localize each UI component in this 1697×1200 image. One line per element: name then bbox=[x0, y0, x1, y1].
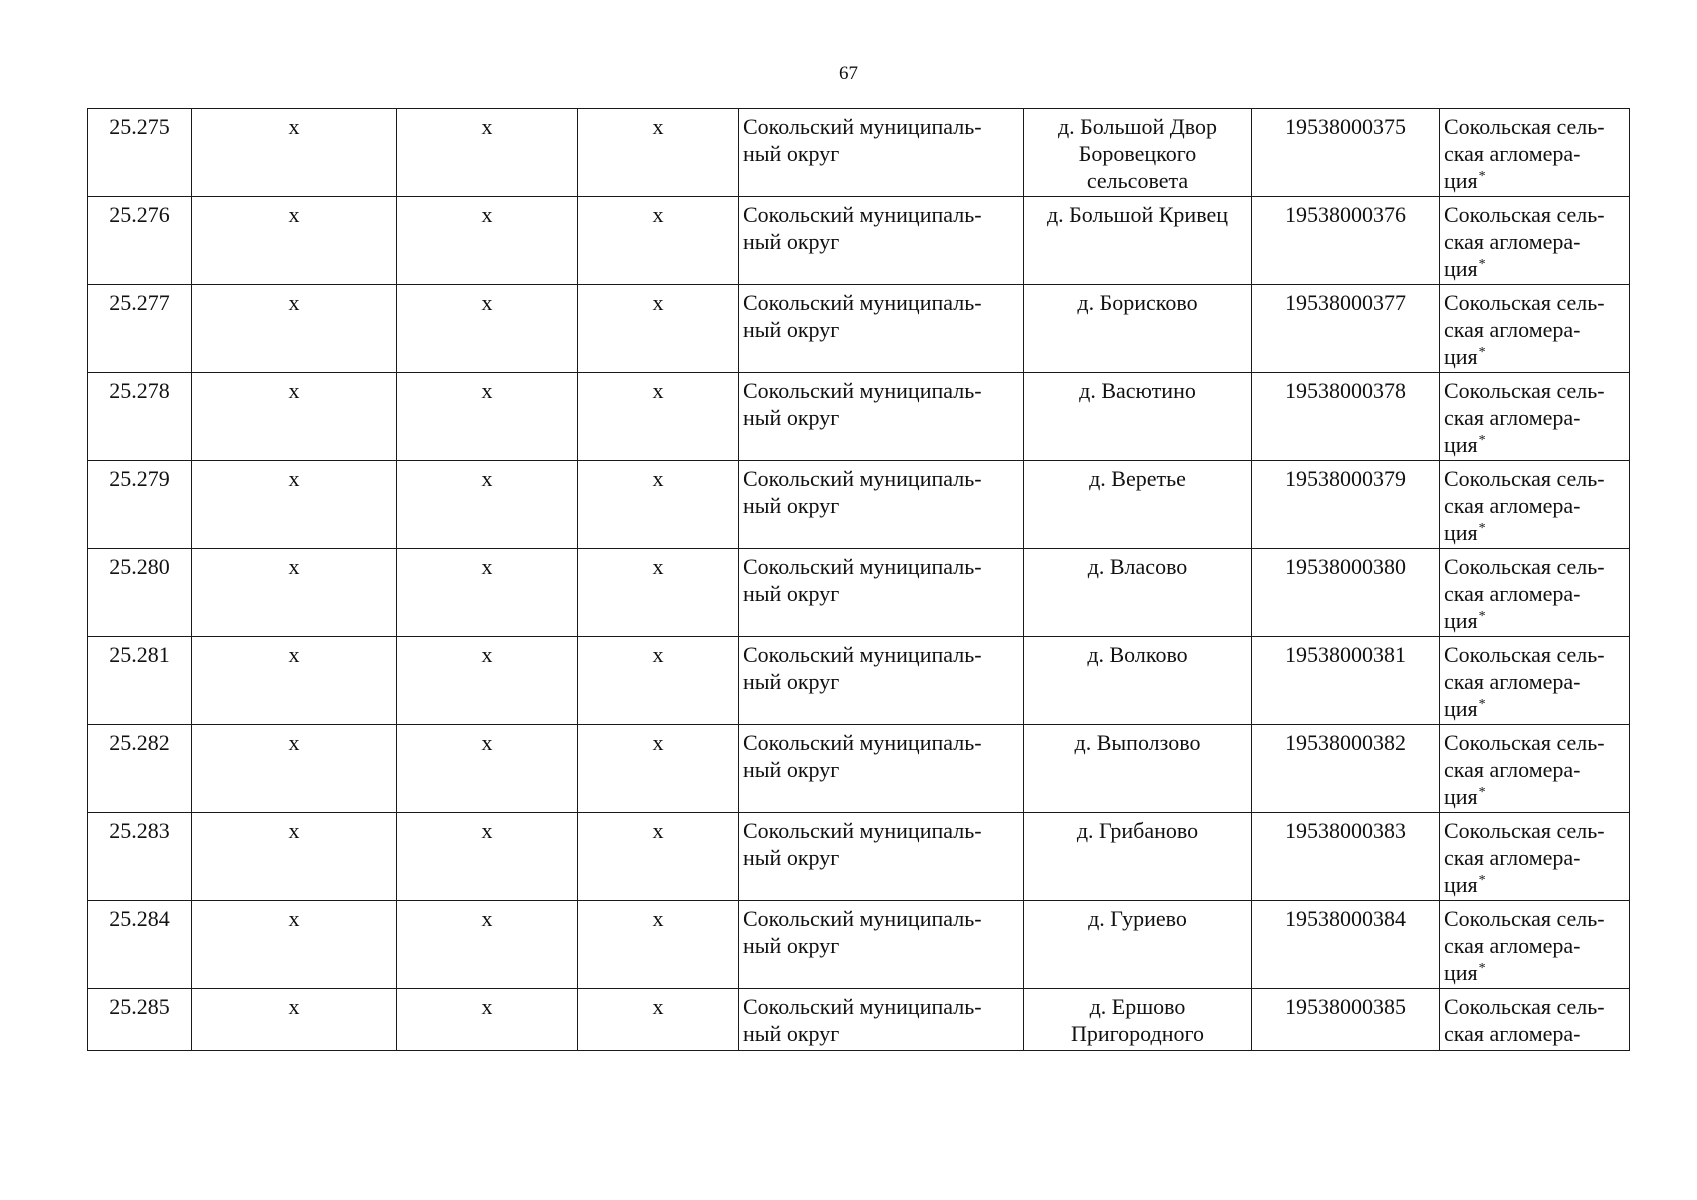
row-x-cell bbox=[397, 197, 578, 285]
row-oktmo-cell bbox=[1252, 197, 1440, 285]
row-x-cell-text: x bbox=[652, 818, 664, 843]
row-x-cell-text: x bbox=[652, 290, 664, 315]
row-oktmo-cell bbox=[1252, 461, 1440, 549]
row-code-cell-text: 25.275 bbox=[109, 114, 170, 139]
row-agglomeration-text: Сокольская сель- ская агломера- ция bbox=[1444, 378, 1605, 457]
row-code-cell bbox=[88, 549, 192, 637]
row-place-cell bbox=[1024, 813, 1252, 901]
row-x-cell bbox=[192, 813, 397, 901]
row-agglomeration-cell bbox=[1440, 285, 1630, 373]
row-oktmo-cell-text: 19538000383 bbox=[1285, 818, 1406, 843]
row-code-cell-text: 25.276 bbox=[109, 202, 170, 227]
row-code-cell-text: 25.285 bbox=[109, 994, 170, 1019]
row-x-cell-text: x bbox=[481, 378, 493, 403]
row-agglomeration-cell bbox=[1440, 725, 1630, 813]
row-place-cell-text: д. Васютино bbox=[1079, 378, 1196, 403]
row-x-cell-text: x bbox=[288, 202, 300, 227]
footnote-mark: * bbox=[1478, 608, 1486, 624]
row-x-cell bbox=[578, 989, 739, 1051]
row-okrug-cell-text: Сокольский муниципаль- ный округ bbox=[743, 114, 982, 166]
footnote-mark: * bbox=[1478, 256, 1486, 272]
row-place-cell-text: д. Большой Кривец bbox=[1046, 202, 1228, 227]
row-x-cell bbox=[578, 285, 739, 373]
row-x-cell-text: x bbox=[288, 642, 300, 667]
footnote-mark: * bbox=[1478, 784, 1486, 800]
row-x-cell-text: x bbox=[481, 202, 493, 227]
row-agglomeration-cell bbox=[1440, 373, 1630, 461]
row-x-cell-text: x bbox=[288, 290, 300, 315]
row-x-cell-text: x bbox=[652, 906, 664, 931]
row-okrug-cell bbox=[739, 461, 1024, 549]
row-place-cell-text: д. Большой Двор Боровецкого сельсовета bbox=[1057, 114, 1217, 193]
row-place-cell-text: д. Власово bbox=[1087, 554, 1188, 579]
row-x-cell-text: x bbox=[481, 642, 493, 667]
row-okrug-cell-text: Сокольский муниципаль- ный округ bbox=[743, 642, 982, 694]
footnote-mark: * bbox=[1478, 432, 1486, 448]
row-x-cell-text: x bbox=[288, 730, 300, 755]
table-row bbox=[88, 285, 1630, 373]
row-okrug-cell bbox=[739, 813, 1024, 901]
row-agglomeration-cell bbox=[1440, 197, 1630, 285]
table-body bbox=[88, 109, 1630, 1051]
row-x-cell-text: x bbox=[481, 114, 493, 139]
row-agglomeration-text: Сокольская сель- ская агломера- ция bbox=[1444, 818, 1605, 897]
row-code-cell bbox=[88, 197, 192, 285]
row-oktmo-cell-text: 19538000378 bbox=[1285, 378, 1406, 403]
row-place-cell bbox=[1024, 901, 1252, 989]
page-number: 67 bbox=[839, 63, 858, 84]
row-place-cell bbox=[1024, 725, 1252, 813]
row-x-cell bbox=[397, 813, 578, 901]
row-x-cell bbox=[397, 285, 578, 373]
row-okrug-cell-text: Сокольский муниципаль- ный округ bbox=[743, 290, 982, 342]
row-place-cell-text: д. Веретье bbox=[1089, 466, 1186, 491]
row-oktmo-cell-text: 19538000385 bbox=[1285, 994, 1406, 1019]
row-agglomeration-text: Сокольская сель- ская агломера- ция bbox=[1444, 554, 1605, 633]
table-row bbox=[88, 373, 1630, 461]
row-oktmo-cell-text: 19538000380 bbox=[1285, 554, 1406, 579]
row-okrug-cell-text: Сокольский муниципаль- ный округ bbox=[743, 994, 982, 1046]
row-okrug-cell-text: Сокольский муниципаль- ный округ bbox=[743, 730, 982, 782]
row-x-cell-text: x bbox=[288, 818, 300, 843]
row-x-cell bbox=[192, 109, 397, 197]
row-oktmo-cell bbox=[1252, 637, 1440, 725]
row-code-cell-text: 25.279 bbox=[109, 466, 170, 491]
row-oktmo-cell-text: 19538000379 bbox=[1285, 466, 1406, 491]
row-agglomeration-text: Сокольская сель- ская агломера- ция bbox=[1444, 202, 1605, 281]
row-x-cell bbox=[578, 901, 739, 989]
row-x-cell bbox=[578, 725, 739, 813]
table-row bbox=[88, 549, 1630, 637]
row-x-cell bbox=[578, 813, 739, 901]
row-place-cell-text: д. Грибаново bbox=[1076, 818, 1199, 843]
table-row bbox=[88, 725, 1630, 813]
row-x-cell-text: x bbox=[481, 290, 493, 315]
row-agglomeration-cell bbox=[1440, 109, 1630, 197]
row-x-cell bbox=[578, 197, 739, 285]
row-x-cell-text: x bbox=[288, 994, 300, 1019]
row-x-cell bbox=[192, 725, 397, 813]
row-place-cell bbox=[1024, 549, 1252, 637]
row-x-cell bbox=[192, 197, 397, 285]
row-okrug-cell-text: Сокольский муниципаль- ный округ bbox=[743, 818, 982, 870]
row-oktmo-cell bbox=[1252, 901, 1440, 989]
table-row bbox=[88, 901, 1630, 989]
row-oktmo-cell-text: 19538000384 bbox=[1285, 906, 1406, 931]
row-okrug-cell-text: Сокольский муниципаль- ный округ bbox=[743, 466, 982, 518]
row-code-cell bbox=[88, 725, 192, 813]
row-agglomeration-text: Сокольская сель- ская агломера- ция bbox=[1444, 114, 1605, 193]
row-x-cell-text: x bbox=[652, 554, 664, 579]
row-oktmo-cell bbox=[1252, 549, 1440, 637]
row-x-cell-text: x bbox=[481, 466, 493, 491]
footnote-mark: * bbox=[1478, 872, 1486, 888]
row-okrug-cell-text: Сокольский муниципаль- ный округ bbox=[743, 202, 982, 254]
row-oktmo-cell bbox=[1252, 989, 1440, 1051]
row-x-cell-text: x bbox=[288, 906, 300, 931]
row-agglomeration-cell bbox=[1440, 637, 1630, 725]
row-okrug-cell bbox=[739, 549, 1024, 637]
row-x-cell-text: x bbox=[652, 994, 664, 1019]
row-place-cell bbox=[1024, 461, 1252, 549]
row-place-cell bbox=[1024, 373, 1252, 461]
row-x-cell bbox=[192, 285, 397, 373]
row-place-cell-text: д. Борисково bbox=[1077, 290, 1198, 315]
row-place-cell bbox=[1024, 989, 1252, 1051]
row-x-cell-text: x bbox=[481, 818, 493, 843]
row-code-cell-text: 25.278 bbox=[109, 378, 170, 403]
row-place-cell-text: д. Ершово Пригородного bbox=[1071, 994, 1204, 1046]
table-row bbox=[88, 989, 1630, 1051]
row-oktmo-cell-text: 19538000376 bbox=[1285, 202, 1406, 227]
row-oktmo-cell-text: 19538000382 bbox=[1285, 730, 1406, 755]
row-code-cell bbox=[88, 373, 192, 461]
row-place-cell-text: д. Выползово bbox=[1074, 730, 1201, 755]
footnote-mark: * bbox=[1478, 960, 1486, 976]
row-oktmo-cell bbox=[1252, 285, 1440, 373]
row-x-cell bbox=[397, 549, 578, 637]
row-okrug-cell-text: Сокольский муниципаль- ный округ bbox=[743, 906, 982, 958]
table-row bbox=[88, 109, 1630, 197]
table-row bbox=[88, 197, 1630, 285]
row-x-cell-text: x bbox=[652, 466, 664, 491]
row-okrug-cell bbox=[739, 725, 1024, 813]
row-x-cell-text: x bbox=[481, 994, 493, 1019]
table-row bbox=[88, 637, 1630, 725]
registry-table bbox=[87, 108, 1630, 1051]
footnote-mark: * bbox=[1478, 696, 1486, 712]
row-code-cell bbox=[88, 109, 192, 197]
row-x-cell bbox=[397, 637, 578, 725]
row-okrug-cell-text: Сокольский муниципаль- ный округ bbox=[743, 378, 982, 430]
row-agglomeration-cell bbox=[1440, 461, 1630, 549]
row-x-cell bbox=[578, 637, 739, 725]
row-place-cell bbox=[1024, 637, 1252, 725]
row-x-cell bbox=[578, 109, 739, 197]
row-oktmo-cell-text: 19538000381 bbox=[1285, 642, 1406, 667]
row-x-cell bbox=[192, 549, 397, 637]
row-oktmo-cell-text: 19538000377 bbox=[1285, 290, 1406, 315]
row-place-cell bbox=[1024, 197, 1252, 285]
row-agglomeration-cell bbox=[1440, 813, 1630, 901]
row-x-cell-text: x bbox=[288, 114, 300, 139]
row-x-cell bbox=[192, 901, 397, 989]
row-agglomeration-text: Сокольская сель- ская агломера- ция bbox=[1444, 730, 1605, 809]
row-code-cell-text: 25.277 bbox=[109, 290, 170, 315]
table-row bbox=[88, 461, 1630, 549]
row-place-cell-text: д. Волково bbox=[1087, 642, 1188, 667]
row-code-cell-text: 25.282 bbox=[109, 730, 170, 755]
row-x-cell-text: x bbox=[481, 906, 493, 931]
row-oktmo-cell bbox=[1252, 725, 1440, 813]
row-code-cell-text: 25.283 bbox=[109, 818, 170, 843]
row-x-cell-text: x bbox=[652, 202, 664, 227]
row-place-cell-text: д. Гуриево bbox=[1088, 906, 1187, 931]
row-x-cell-text: x bbox=[288, 378, 300, 403]
row-x-cell bbox=[397, 109, 578, 197]
row-agglomeration-text: Сокольская сель- ская агломера- ция bbox=[1444, 290, 1605, 369]
row-x-cell bbox=[192, 461, 397, 549]
row-okrug-cell bbox=[739, 989, 1024, 1051]
row-x-cell bbox=[192, 989, 397, 1051]
row-agglomeration-cell bbox=[1440, 989, 1630, 1051]
row-agglomeration-text: Сокольская сель- ская агломера- ция bbox=[1444, 466, 1605, 545]
row-code-cell bbox=[88, 813, 192, 901]
row-oktmo-cell-text: 19538000375 bbox=[1285, 114, 1406, 139]
row-code-cell bbox=[88, 901, 192, 989]
row-code-cell-text: 25.280 bbox=[109, 554, 170, 579]
row-x-cell-text: x bbox=[652, 378, 664, 403]
row-oktmo-cell bbox=[1252, 813, 1440, 901]
row-agglomeration-text: Сокольская сель- ская агломера- ция bbox=[1444, 642, 1605, 721]
footnote-mark: * bbox=[1478, 168, 1486, 184]
row-x-cell-text: x bbox=[652, 114, 664, 139]
row-x-cell-text: x bbox=[481, 730, 493, 755]
row-place-cell bbox=[1024, 109, 1252, 197]
row-okrug-cell bbox=[739, 285, 1024, 373]
row-agglomeration-text: Сокольская сель- ская агломера- ция bbox=[1444, 906, 1605, 985]
row-x-cell bbox=[397, 373, 578, 461]
row-x-cell-text: x bbox=[652, 730, 664, 755]
row-code-cell bbox=[88, 285, 192, 373]
footnote-mark: * bbox=[1478, 344, 1486, 360]
row-x-cell-text: x bbox=[288, 466, 300, 491]
row-code-cell bbox=[88, 461, 192, 549]
row-okrug-cell bbox=[739, 901, 1024, 989]
row-code-cell-text: 25.281 bbox=[109, 642, 170, 667]
row-code-cell bbox=[88, 989, 192, 1051]
row-okrug-cell-text: Сокольский муниципаль- ный округ bbox=[743, 554, 982, 606]
row-x-cell-text: x bbox=[481, 554, 493, 579]
row-x-cell bbox=[578, 461, 739, 549]
row-agglomeration-cell bbox=[1440, 901, 1630, 989]
row-okrug-cell bbox=[739, 109, 1024, 197]
row-x-cell bbox=[397, 725, 578, 813]
footnote-mark: * bbox=[1478, 520, 1486, 536]
row-okrug-cell bbox=[739, 373, 1024, 461]
row-okrug-cell bbox=[739, 637, 1024, 725]
row-oktmo-cell bbox=[1252, 373, 1440, 461]
row-agglomeration-cell bbox=[1440, 549, 1630, 637]
row-place-cell bbox=[1024, 285, 1252, 373]
row-x-cell bbox=[578, 549, 739, 637]
row-okrug-cell bbox=[739, 197, 1024, 285]
row-x-cell bbox=[192, 373, 397, 461]
row-x-cell bbox=[192, 637, 397, 725]
row-agglomeration-text: Сокольская сель- ская агломера- bbox=[1444, 994, 1605, 1046]
row-x-cell bbox=[397, 901, 578, 989]
row-code-cell bbox=[88, 637, 192, 725]
table-row bbox=[88, 813, 1630, 901]
row-x-cell bbox=[578, 373, 739, 461]
row-x-cell-text: x bbox=[652, 642, 664, 667]
row-code-cell-text: 25.284 bbox=[109, 906, 170, 931]
row-x-cell bbox=[397, 989, 578, 1051]
row-x-cell-text: x bbox=[288, 554, 300, 579]
row-oktmo-cell bbox=[1252, 109, 1440, 197]
row-x-cell bbox=[397, 461, 578, 549]
